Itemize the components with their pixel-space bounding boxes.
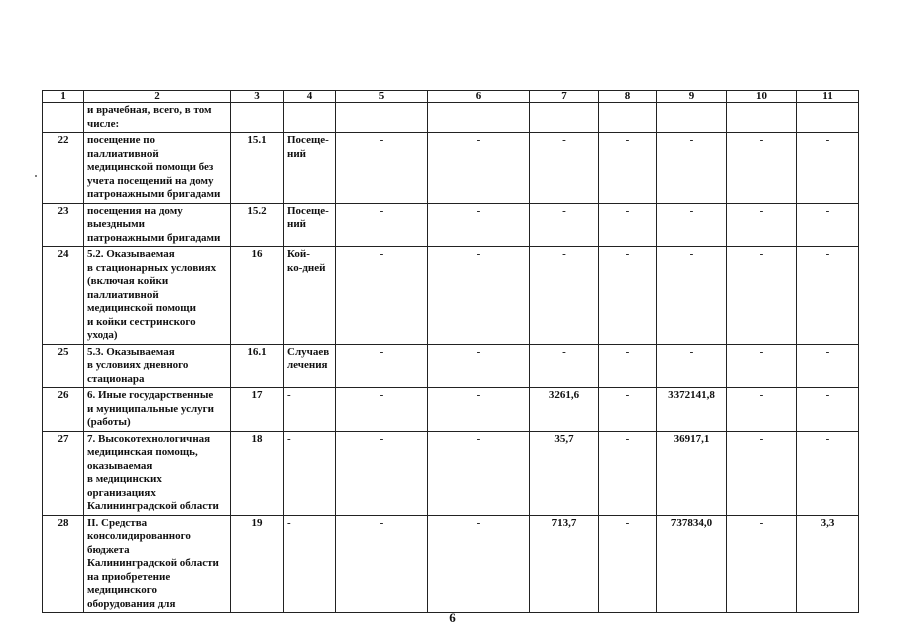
- cell-value: -: [727, 203, 797, 247]
- cell-value: -: [599, 388, 657, 432]
- cell-value: -: [727, 388, 797, 432]
- cell-value: -: [428, 515, 530, 613]
- column-number: 5: [336, 91, 428, 103]
- table-row: [43, 203, 859, 247]
- cell-value: -: [727, 247, 797, 345]
- unit-of-measure: Посеще- ний: [284, 203, 336, 247]
- scan-speck: [35, 175, 37, 177]
- cell-value: -: [599, 344, 657, 388]
- cell-value: -: [428, 344, 530, 388]
- column-number: 3: [231, 91, 284, 103]
- table-row: [43, 515, 859, 613]
- row-description: II. Средства консолидированного бюджета Калининградской области на приобретение медицинского оборудования для: [84, 515, 231, 613]
- column-number: 4: [284, 91, 336, 103]
- cell-value: -: [336, 203, 428, 247]
- cell-value: -: [428, 247, 530, 345]
- column-number: 11: [797, 91, 859, 103]
- cell-value: -: [336, 247, 428, 345]
- table-row: [43, 133, 859, 204]
- cell-value: -: [599, 203, 657, 247]
- cell-value: -: [797, 247, 859, 345]
- row-code: 17: [231, 388, 284, 432]
- column-number: 6: [428, 91, 530, 103]
- cell-value: -: [428, 133, 530, 204]
- row-number: [43, 103, 84, 133]
- cell-value: -: [428, 431, 530, 515]
- table-row: [43, 103, 859, 133]
- data-table: [42, 90, 859, 613]
- column-number: 8: [599, 91, 657, 103]
- row-description: посещения на дому выездными патронажными бригадами: [84, 203, 231, 247]
- row-number: 27: [43, 431, 84, 515]
- row-code: 19: [231, 515, 284, 613]
- cell-value: -: [336, 344, 428, 388]
- cell-value: -: [727, 133, 797, 204]
- column-number: 10: [727, 91, 797, 103]
- row-code: 16: [231, 247, 284, 345]
- cell-value: [428, 103, 530, 133]
- row-description: посещение по паллиативной медицинской помощи без учета посещений на дому патронажными бригадами: [84, 133, 231, 204]
- column-number: 7: [530, 91, 599, 103]
- row-number: 25: [43, 344, 84, 388]
- row-description: 7. Высокотехнологичная медицинская помощь, оказываемая в медицинских организациях Калининградской области: [84, 431, 231, 515]
- table-body: [43, 103, 859, 613]
- cell-value: -: [727, 431, 797, 515]
- cell-value: -: [336, 388, 428, 432]
- cell-value: -: [727, 344, 797, 388]
- cell-value: -: [727, 515, 797, 613]
- cell-value: 737834,0: [657, 515, 727, 613]
- cell-value: 3,3: [797, 515, 859, 613]
- cell-value: 3372141,8: [657, 388, 727, 432]
- cell-value: -: [657, 203, 727, 247]
- cell-value: [336, 103, 428, 133]
- cell-value: -: [797, 431, 859, 515]
- cell-value: -: [797, 203, 859, 247]
- table-row: [43, 388, 859, 432]
- cell-value: -: [599, 247, 657, 345]
- row-code: 15.1: [231, 133, 284, 204]
- cell-value: [797, 103, 859, 133]
- row-code: [231, 103, 284, 133]
- cell-value: [599, 103, 657, 133]
- cell-value: 35,7: [530, 431, 599, 515]
- column-number: 1: [43, 91, 84, 103]
- cell-value: -: [530, 133, 599, 204]
- row-description: 5.2. Оказываемая в стационарных условиях (включая койки паллиативной медицинской помощи и койки сестринского ухода): [84, 247, 231, 345]
- row-number: 22: [43, 133, 84, 204]
- cell-value: -: [336, 515, 428, 613]
- row-number: 23: [43, 203, 84, 247]
- cell-value: -: [599, 133, 657, 204]
- cell-value: -: [797, 388, 859, 432]
- cell-value: [657, 103, 727, 133]
- table-row: [43, 431, 859, 515]
- unit-of-measure: [284, 103, 336, 133]
- row-description: и врачебная, всего, в том числе:: [84, 103, 231, 133]
- table-row: [43, 344, 859, 388]
- cell-value: -: [336, 133, 428, 204]
- cell-value: [530, 103, 599, 133]
- cell-value: -: [428, 388, 530, 432]
- cell-value: 3261,6: [530, 388, 599, 432]
- cell-value: -: [657, 344, 727, 388]
- cell-value: -: [797, 133, 859, 204]
- row-number: 26: [43, 388, 84, 432]
- cell-value: -: [530, 203, 599, 247]
- unit-of-measure: Кой- ко-дней: [284, 247, 336, 345]
- unit-of-measure: -: [284, 431, 336, 515]
- cell-value: -: [599, 515, 657, 613]
- row-code: 16.1: [231, 344, 284, 388]
- cell-value: -: [599, 431, 657, 515]
- cell-value: -: [797, 344, 859, 388]
- cell-value: -: [657, 247, 727, 345]
- cell-value: -: [336, 431, 428, 515]
- unit-of-measure: Случаев лечения: [284, 344, 336, 388]
- row-number: 28: [43, 515, 84, 613]
- table-row: [43, 247, 859, 345]
- cell-value: -: [530, 344, 599, 388]
- unit-of-measure: Посеще- ний: [284, 133, 336, 204]
- column-number-row: [43, 91, 859, 103]
- cell-value: -: [530, 247, 599, 345]
- cell-value: 36917,1: [657, 431, 727, 515]
- row-number: 24: [43, 247, 84, 345]
- cell-value: 713,7: [530, 515, 599, 613]
- row-code: 18: [231, 431, 284, 515]
- cell-value: [727, 103, 797, 133]
- page-number: 6: [449, 610, 456, 625]
- cell-value: -: [428, 203, 530, 247]
- column-number: 9: [657, 91, 727, 103]
- column-number: 2: [84, 91, 231, 103]
- unit-of-measure: -: [284, 388, 336, 432]
- row-description: 5.3. Оказываемая в условиях дневного стационара: [84, 344, 231, 388]
- row-code: 15.2: [231, 203, 284, 247]
- unit-of-measure: -: [284, 515, 336, 613]
- cell-value: -: [657, 133, 727, 204]
- row-description: 6. Иные государственные и муниципальные услуги (работы): [84, 388, 231, 432]
